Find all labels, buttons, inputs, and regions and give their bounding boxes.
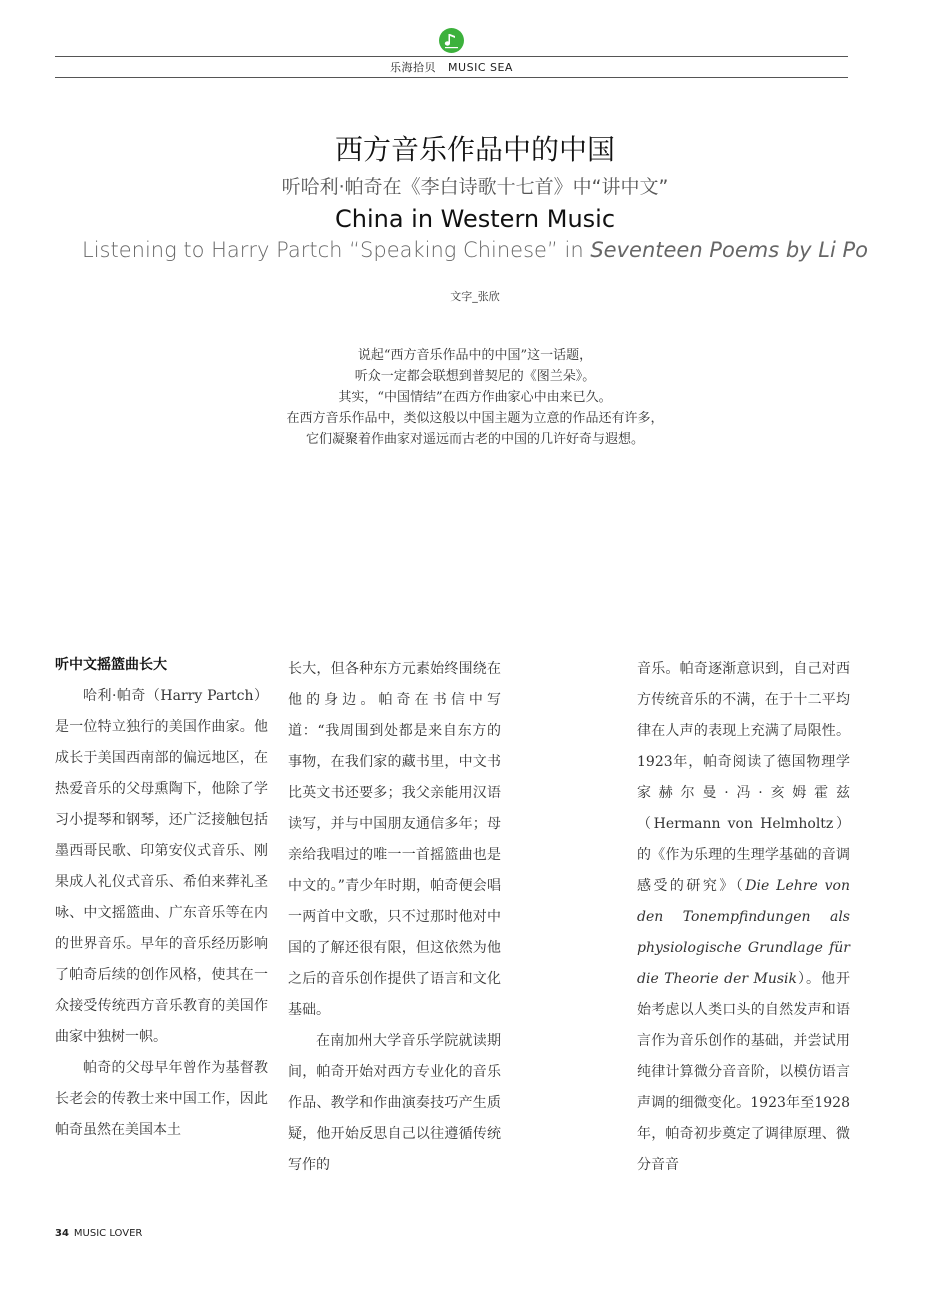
section-header bbox=[55, 28, 848, 80]
page-footer bbox=[55, 1228, 142, 1239]
body-paragraph: 长大，但各种东方元素始终围绕在他的身边。帕奇在书信中写道：“我周围到处都是来自东方的事物，在我们家的藏书里，中文书比英文书还要多；我父亲能用汉语读写，并与中国朋友通信多年；母亲给我唱过的唯一一首摇篮曲也是中文的。”青少年时期，帕奇便会唱一两首中文歌，只不过那时他对中国的了解还很有限，但这依然为他之后的音乐创作提供了语言和文化基础。 bbox=[288, 661, 501, 1018]
subtitle-en-prefix: Listening to Harry Partch “Speaking Chinese” in bbox=[82, 238, 591, 262]
intro-line: 听众一定都会联想到普契尼的《图兰朵》。 bbox=[354, 369, 596, 384]
body-text: ）。他开始考虑以人类口头的自然发声和语言作为音乐创作的基础，并尝试用纯律计算微分音音阶，以模仿语言声调的细微变化。1923年至1928年，帕奇初步奠定了调律原理、微分音音 bbox=[637, 971, 850, 1173]
body-paragraph: 哈利·帕奇（Harry Partch）是一位特立独行的美国作曲家。他成长于美国西南部的偏远地区，在热爱音乐的父母熏陶下，他除了学习小提琴和钢琴，还广泛接触包括墨西哥民歌、印第安仪式音乐、刚果成人礼仪式音乐、希伯来葬礼圣咏、中文摇篮曲、广东音乐等在内的世界音乐。早年的音乐经历影响了帕奇后续的创作风格，使其在一众接受传统西方音乐教育的美国作曲家中独树一帜。 bbox=[55, 688, 268, 1045]
body-paragraph: 在南加州大学音乐学院就读期间，帕奇开始对西方专业化的音乐作品、教学和作曲演奏技巧产生质疑，他开始反思自己以往遵循传统写作的 bbox=[288, 1033, 501, 1173]
subtitle-en-italic: Seventeen Poems by Li Po bbox=[590, 238, 868, 262]
section-label-cn: 乐海拾贝 bbox=[390, 61, 437, 74]
page-number: 34 bbox=[55, 1228, 69, 1239]
article-title-en: China in Western Music bbox=[334, 205, 616, 233]
intro-line: 说起“西方音乐作品中的中国”这一话题， bbox=[357, 348, 593, 363]
section-label bbox=[55, 59, 848, 75]
intro-paragraph bbox=[0, 345, 950, 450]
article-subtitle-cn: 听哈利·帕奇在《李白诗歌十七首》中“讲中文” bbox=[281, 176, 669, 198]
byline: 文字_张欣 bbox=[450, 290, 500, 303]
body-paragraph: 帕奇的父母早年曾作为基督教长老会的传教士来中国工作，因此帕奇虽然在美国本土 bbox=[55, 1060, 268, 1138]
article-subtitle-en bbox=[0, 238, 950, 262]
intro-line: 其实，“中国情结”在西方作曲家心中由来已久。 bbox=[338, 390, 612, 405]
body-text: 音乐。帕奇逐渐意识到，自己对西方传统音乐的不满，在于十二平均律在人声的表现上充满了局限性。1923年，帕奇阅读了德国物理学家赫尔曼·冯·亥姆霍兹（Hermann von Helmholtz）的《作为乐理的生理学基础的音调感受的研究》（ bbox=[637, 661, 850, 894]
body-paragraph bbox=[637, 654, 850, 1181]
magazine-name: MUSIC LOVER bbox=[73, 1228, 143, 1239]
header-rule-bottom bbox=[55, 77, 848, 78]
body-column-1 bbox=[55, 654, 268, 1146]
intro-line: 在西方音乐作品中，类似这般以中国主题为立意的作品还有许多， bbox=[286, 411, 664, 426]
intro-line: 它们凝聚着作曲家对遥远而古老的中国的几许好奇与遐想。 bbox=[305, 432, 644, 447]
body-column-2 bbox=[288, 654, 501, 1181]
section-label-en: MUSIC SEA bbox=[448, 61, 513, 74]
music-note-icon bbox=[439, 28, 464, 53]
body-column-3 bbox=[637, 654, 850, 1181]
german-book-title: Die Lehre von den Tonempfindungen als physiologische Grundlage für die Theorie der Musik bbox=[637, 878, 850, 987]
header-rule-top bbox=[55, 56, 848, 57]
section-heading: 听中文摇篮曲长大 bbox=[55, 657, 167, 673]
article-title-cn: 西方音乐作品中的中国 bbox=[334, 133, 615, 166]
